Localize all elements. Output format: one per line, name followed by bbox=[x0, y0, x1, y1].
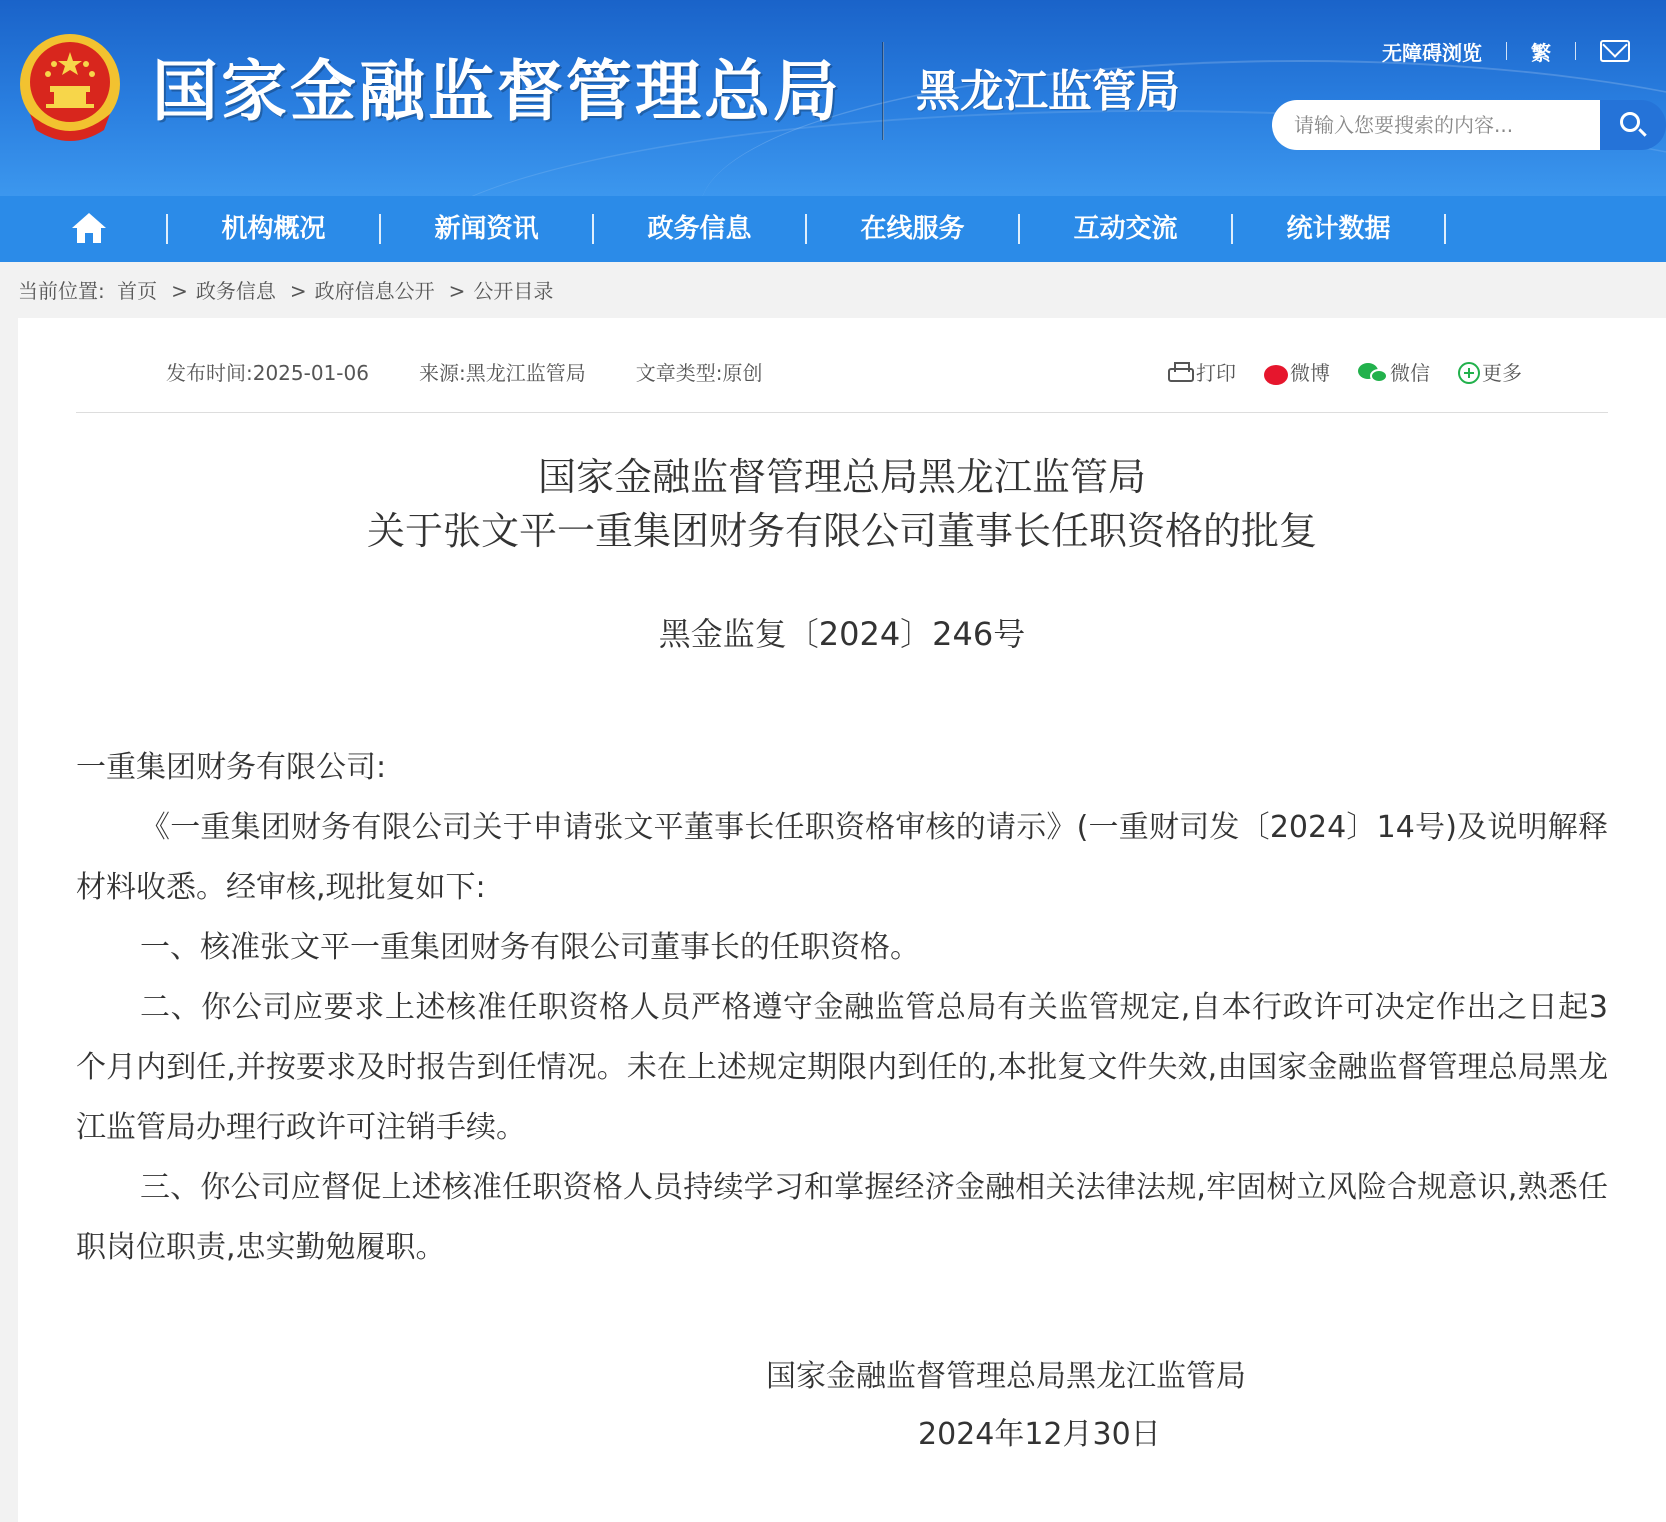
main-nav bbox=[0, 196, 1666, 262]
publish-time: 发布时间:2025-01-06 bbox=[166, 361, 369, 385]
breadcrumb-government-info[interactable]: 政务信息 bbox=[195, 279, 276, 303]
accessibility-link[interactable]: 无障碍浏览 bbox=[1382, 40, 1482, 65]
breadcrumb-home[interactable]: 首页 bbox=[117, 279, 158, 303]
more-label: 更多 bbox=[1482, 361, 1522, 385]
more-share-button[interactable] bbox=[1458, 358, 1522, 388]
breadcrumb-prefix: 当前位置: bbox=[18, 279, 105, 303]
article-type: 文章类型:原创 bbox=[635, 361, 763, 385]
paragraph: 二、你公司应要求上述核准任职资格人员严格遵守金融监管总局有关监管规定,自本行政许可决定作出之日起3个月内到任,并按要求及时报告到任情况。未在上述规定期限内到任的,本批复文件失效,由国家金融监督管理总局黑龙江监管局办理行政许可注销手续。 bbox=[76, 990, 1608, 1145]
article-meta bbox=[166, 358, 812, 388]
nav-item-news[interactable]: 新闻资讯 bbox=[434, 214, 539, 244]
nav-home[interactable] bbox=[0, 196, 166, 262]
divider bbox=[1575, 42, 1576, 60]
article-source: 来源:黑龙江监管局 bbox=[418, 361, 586, 385]
print-button[interactable] bbox=[1168, 358, 1236, 388]
article-body bbox=[76, 738, 1608, 1278]
mail-icon[interactable] bbox=[1600, 40, 1630, 62]
nav-divider bbox=[1444, 214, 1446, 244]
paragraph: 《一重集团财务有限公司关于申请张文平董事长任职资格审核的请示》(一重财司发〔2024〕14号)及说明解释材料收悉。经审核,现批复如下: bbox=[76, 810, 1608, 905]
nav-item-online-services[interactable]: 在线服务 bbox=[860, 214, 965, 244]
plus-circle-icon bbox=[1458, 362, 1480, 384]
signature-organization: 国家金融监督管理总局黑龙江监管局 bbox=[766, 1359, 1246, 1394]
traditional-chinese-link[interactable]: 繁 bbox=[1531, 40, 1551, 65]
article-title bbox=[18, 450, 1666, 558]
paragraph: 三、你公司应督促上述核准任职资格人员持续学习和掌握经济金融相关法律法规,牢固树立风险合规意识,熟悉任职岗位职责,忠实勤勉履职。 bbox=[76, 1170, 1608, 1265]
search-input[interactable] bbox=[1272, 100, 1600, 150]
weibo-share-button[interactable] bbox=[1264, 358, 1330, 388]
home-icon bbox=[70, 211, 108, 245]
nav-item-about[interactable]: 机构概况 bbox=[221, 214, 326, 244]
breadcrumb-disclosure[interactable]: 政府信息公开 bbox=[314, 279, 435, 303]
article-panel bbox=[18, 318, 1666, 1522]
article-title-line-2: 关于张文平一重集团财务有限公司董事长任职资格的批复 bbox=[366, 509, 1317, 553]
paragraph: 一、核准张文平一重集团财务有限公司董事长的任职资格。 bbox=[140, 930, 920, 965]
weibo-label: 微博 bbox=[1290, 361, 1330, 385]
divider bbox=[1506, 42, 1507, 60]
breadcrumb-separator: > bbox=[171, 279, 188, 303]
national-emblem-icon bbox=[16, 30, 124, 142]
search-button[interactable] bbox=[1600, 100, 1666, 150]
share-toolbar bbox=[1140, 358, 1522, 388]
nav-item-statistics[interactable]: 统计数据 bbox=[1286, 214, 1391, 244]
breadcrumb-separator: > bbox=[448, 279, 466, 303]
meta-divider bbox=[76, 412, 1608, 413]
document-number: 黑金监复〔2024〕246号 bbox=[658, 615, 1026, 653]
breadcrumb-catalog[interactable]: 公开目录 bbox=[473, 279, 554, 303]
wechat-share-button[interactable] bbox=[1358, 358, 1430, 388]
search-icon bbox=[1620, 112, 1640, 132]
breadcrumb-separator: > bbox=[289, 279, 307, 303]
nav-item-government-info[interactable]: 政务信息 bbox=[647, 214, 752, 244]
site-header bbox=[0, 0, 1666, 196]
salutation: 一重集团财务有限公司: bbox=[76, 750, 387, 785]
search-bar bbox=[1272, 100, 1666, 150]
signature-date: 2024年12月30日 bbox=[918, 1417, 1161, 1452]
wechat-label: 微信 bbox=[1390, 361, 1430, 385]
nav-item-interaction[interactable]: 互动交流 bbox=[1073, 214, 1178, 244]
site-subtitle: 黑龙江监管局 bbox=[916, 66, 1180, 117]
printer-icon bbox=[1168, 368, 1194, 382]
weibo-icon bbox=[1264, 365, 1288, 385]
top-links bbox=[1382, 36, 1630, 66]
print-label: 打印 bbox=[1196, 361, 1236, 385]
site-title: 国家金融监督管理总局 bbox=[152, 52, 842, 130]
article-title-line-1: 国家金融监督管理总局黑龙江监管局 bbox=[537, 455, 1146, 499]
title-divider bbox=[882, 42, 884, 140]
wechat-icon bbox=[1358, 361, 1388, 385]
breadcrumb bbox=[18, 262, 559, 320]
